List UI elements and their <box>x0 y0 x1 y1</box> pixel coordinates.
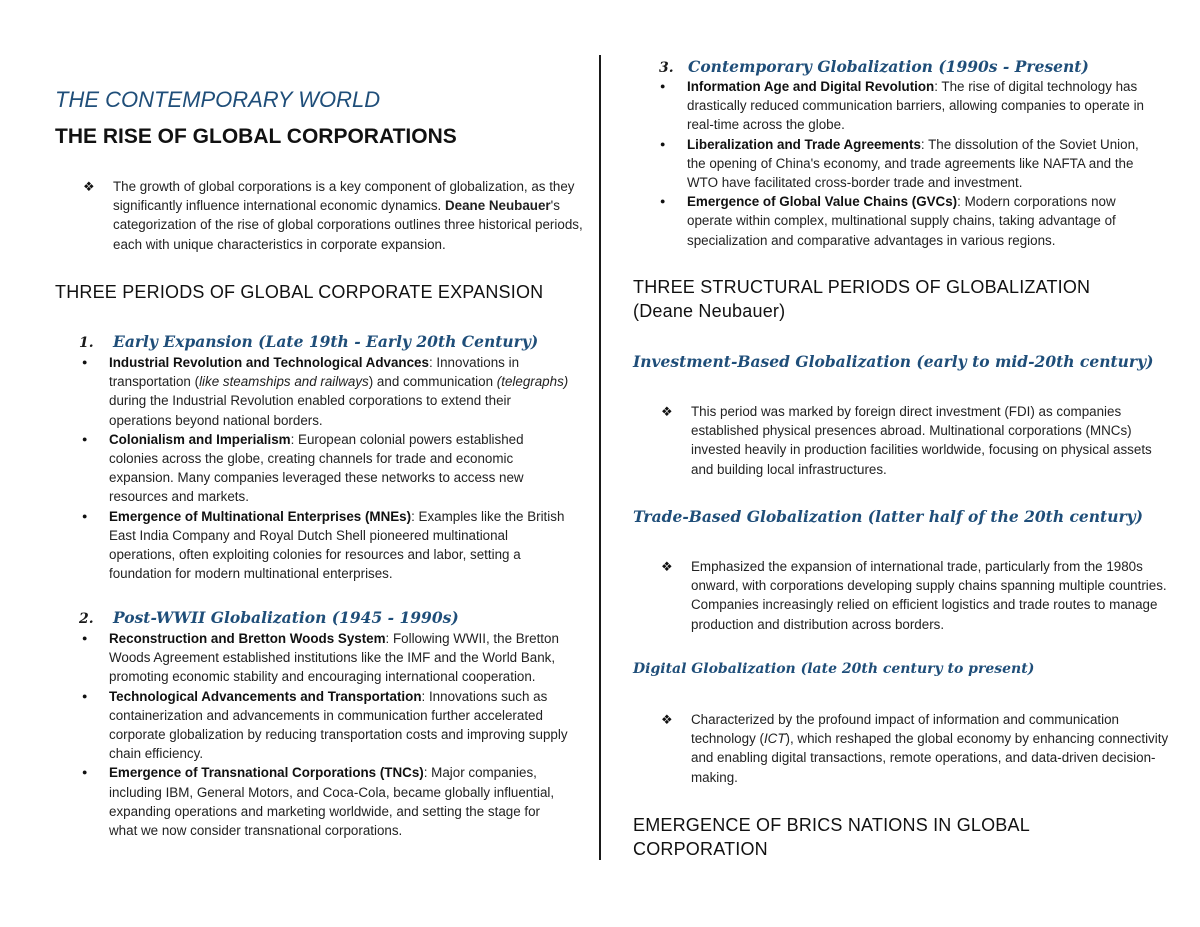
column-divider <box>599 55 601 860</box>
section-heading-brics: EMERGENCE OF BRICS NATIONS IN GLOBAL CORPORATION <box>633 815 1030 859</box>
list-item: ● Colonialism and Imperialism: European colonial powers established colonies across the globe, creating channels for trade and economic expansion. Many companies leveraged these networks to access new resources and markets. <box>79 430 569 507</box>
list-item: ● Technological Advancements and Transportation: Innovations such as containerization and advancements in communication further accelerated corporate globalization by reducing transportation costs and improving supply chain efficiency. <box>79 687 569 764</box>
course-title: THE CONTEMPORARY WORLD <box>55 87 381 112</box>
diamond-bullet-icon: ❖ <box>661 712 673 727</box>
list-item: ● Emergence of Multinational Enterprises (MNEs): Examples like the British East India Company and Royal Dutch Shell pioneered multinational operations, often exploiting colonies for resources and labor, setting a foundation for modern multinational enterprises. <box>79 507 569 584</box>
list-item: ● Information Age and Digital Revolution: The rise of digital technology has drastically reduced communication barriers, allowing companies to operate in real-time across the globe. <box>657 77 1145 135</box>
diamond-bullet-icon: ❖ <box>83 179 95 194</box>
list-item: ● Emergence of Global Value Chains (GVCs): Modern corporations now operate within complex, multinational supply chains, taking advantage of specialization and comparative advantages in various regions. <box>657 192 1145 250</box>
subheading-trade-based: Trade-Based Globalization (latter half of the 20th century) <box>633 507 1143 526</box>
period-heading-post-wwii: 2. Post-WWII Globalization (1945 - 1990s) <box>79 608 459 627</box>
section-heading-corporate-expansion: THREE PERIODS OF GLOBAL CORPORATE EXPANSION <box>55 282 544 302</box>
bullet-list-period-1 <box>79 353 569 583</box>
paragraph-trade-based: ❖ Emphasized the expansion of international trade, particularly from the 1980s onward, with corporations developing supply chains spanning multiple countries. Companies increasingly relied on efficient logistics and trade routes to manage production and distribution across borders. <box>661 559 1167 632</box>
document-title: THE RISE OF GLOBAL CORPORATIONS <box>55 125 457 148</box>
list-item: ● Reconstruction and Bretton Woods System: Following WWII, the Bretton Woods Agreement established institutions like the IMF and the World Bank, promoting economic stability and encouraging international cooperation. <box>79 629 569 687</box>
period-heading-contemporary: 3. Contemporary Globalization (1990s - Present) <box>659 57 1089 76</box>
bullet-list-period-2 <box>79 629 569 840</box>
paragraph-digital: ❖ Characterized by the profound impact of information and communication technology (ICT), which reshaped the global economy by enhancing connectivity and enabling digital transactions, remote operations, and data-driven decision-making. <box>661 712 1169 785</box>
subheading-investment-based: Investment-Based Globalization (early to mid-20th century) <box>633 352 1154 371</box>
diamond-bullet-icon: ❖ <box>661 404 673 419</box>
diamond-bullet-icon: ❖ <box>661 559 673 574</box>
section-heading-structural-periods: THREE STRUCTURAL PERIODS OF GLOBALIZATION (Deane Neubauer) <box>633 277 1091 321</box>
author-name: Deane Neubauer <box>444 198 551 214</box>
paragraph-investment-based: ❖ This period was marked by foreign direct investment (FDI) as companies established physical presences abroad. Multinational corporations (MNCs) invested heavily in production facilities worldwide, focusing on physical assets and building local infrastructures. <box>661 404 1152 477</box>
list-item: ● Emergence of Transnational Corporations (TNCs): Major companies, including IBM, General Motors, and Coca-Cola, became globally influential, expanding operations and marketing worldwide, and setting the stage for what we now consider transnational corporations. <box>79 763 569 840</box>
intro-paragraph: ❖ The growth of global corporations is a key component of globalization, as they significantly influence international economic dynamics. Deane Neubauer's categorization of the rise of global corporations outlines three historical periods, each with unique characteristics in corporate expansion. <box>83 179 583 252</box>
subheading-digital: Digital Globalization (late 20th century to present) <box>633 661 1035 677</box>
list-item: ● Liberalization and Trade Agreements: The dissolution of the Soviet Union, the opening of China's economy, and trade agreements like NAFTA and the WTO have facilitated cross-border trade and investment. <box>657 135 1145 193</box>
list-item: ● Industrial Revolution and Technological Advances: Innovations in transportation (like steamships and railways) and communication (telegraphs) during the Industrial Revolution enabled corporations to extend their operations beyond national borders. <box>79 353 569 430</box>
bullet-list-period-3 <box>657 77 1145 250</box>
period-heading-early-expansion: 1. Early Expansion (Late 19th - Early 20th Century) <box>79 332 539 351</box>
